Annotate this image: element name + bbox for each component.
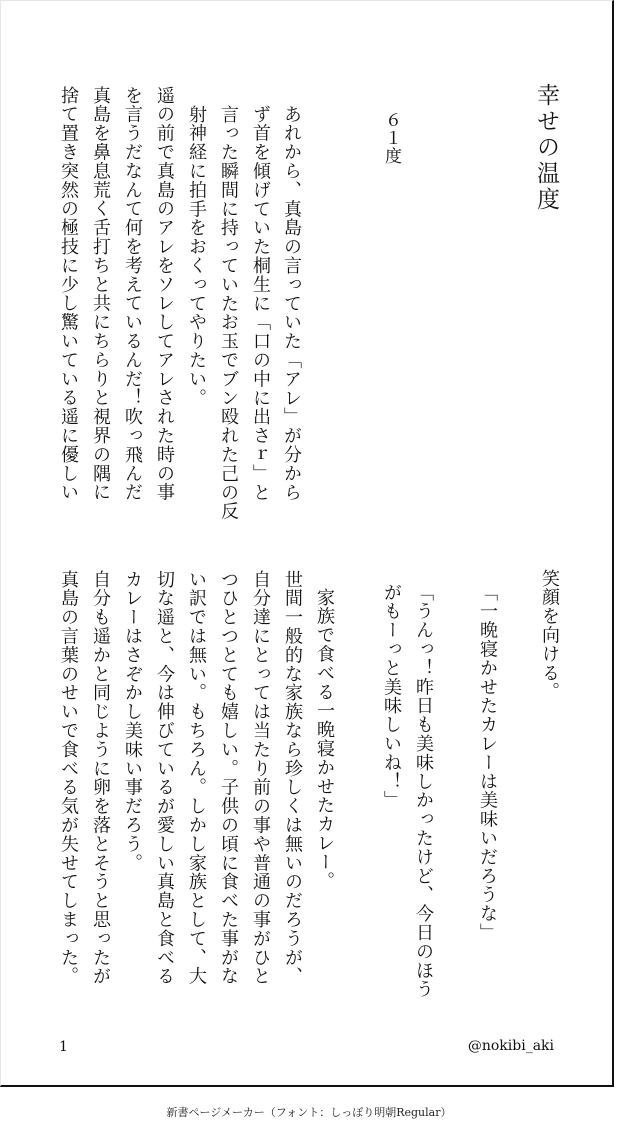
story-title: 幸せの温度 bbox=[533, 83, 559, 213]
body-line: がもーっと美味しいね！」 bbox=[381, 583, 402, 810]
page-number: 1 bbox=[59, 1039, 68, 1055]
author-handle: @nokibi_aki bbox=[467, 1038, 554, 1054]
body-line: 遥の前で真島のアレをソレしてアレされた時の事 bbox=[154, 86, 175, 502]
body-line: つひとつとても嬉しい。子供の頃に食べた事がな bbox=[218, 570, 239, 986]
generator-credit: 新書ページメーカー（フォント：しっぽり明朝Regular） bbox=[166, 1106, 452, 1119]
body-line: 真島を鼻息荒く舌打ちと共にちらりと視界の隅に bbox=[90, 86, 111, 502]
body-line: 真島の言葉のせいで食べる気が失せてしまった。 bbox=[58, 570, 79, 986]
body-line: あれから、真島の言っていた「アレ」が分から bbox=[281, 105, 302, 502]
body-line: 捨て置き突然の極技に少し驚いている遥に優しい bbox=[58, 86, 79, 502]
body-line: 世間一般的な家族なら珍しくは無いのだろうが、 bbox=[282, 570, 303, 986]
body-line: 切な遥と、今は伸びているが愛しい真島と食べる bbox=[154, 570, 175, 986]
body-line: 自分達にとっては当たり前の事や普通の事がひと bbox=[250, 570, 271, 986]
body-line: 家族で食べる一晩寝かせたカレー。 bbox=[314, 588, 335, 891]
body-line: 「うんっ！昨日も美味しかったけど、今日のほう bbox=[413, 583, 434, 999]
body-line: 「一晩寝かせたカレーは美味いだろうな」 bbox=[477, 583, 498, 943]
body-line: 笑顔を向ける。 bbox=[539, 569, 560, 702]
chapter-heading: ６１度 bbox=[381, 111, 401, 165]
body-line: 自分も遥かと同じように卵を落とそうと思ったが bbox=[90, 570, 111, 986]
body-line: い訳では無い。もちろん。しかし家族として、大 bbox=[186, 570, 207, 986]
body-line: 言った瞬間に持っていたお玉でブン殴れた己の反 bbox=[218, 105, 239, 521]
body-line: ず首を傾げていた桐生に「口の中に出さｒ」と bbox=[250, 105, 271, 502]
body-line: カレーはさぞかし美味い事だろう。 bbox=[122, 570, 143, 873]
body-line: を言うだなんて何を考えているんだ！吹っ飛んだ bbox=[122, 86, 143, 502]
body-line: 射神経に拍手をおくってやりたい。 bbox=[186, 105, 207, 408]
